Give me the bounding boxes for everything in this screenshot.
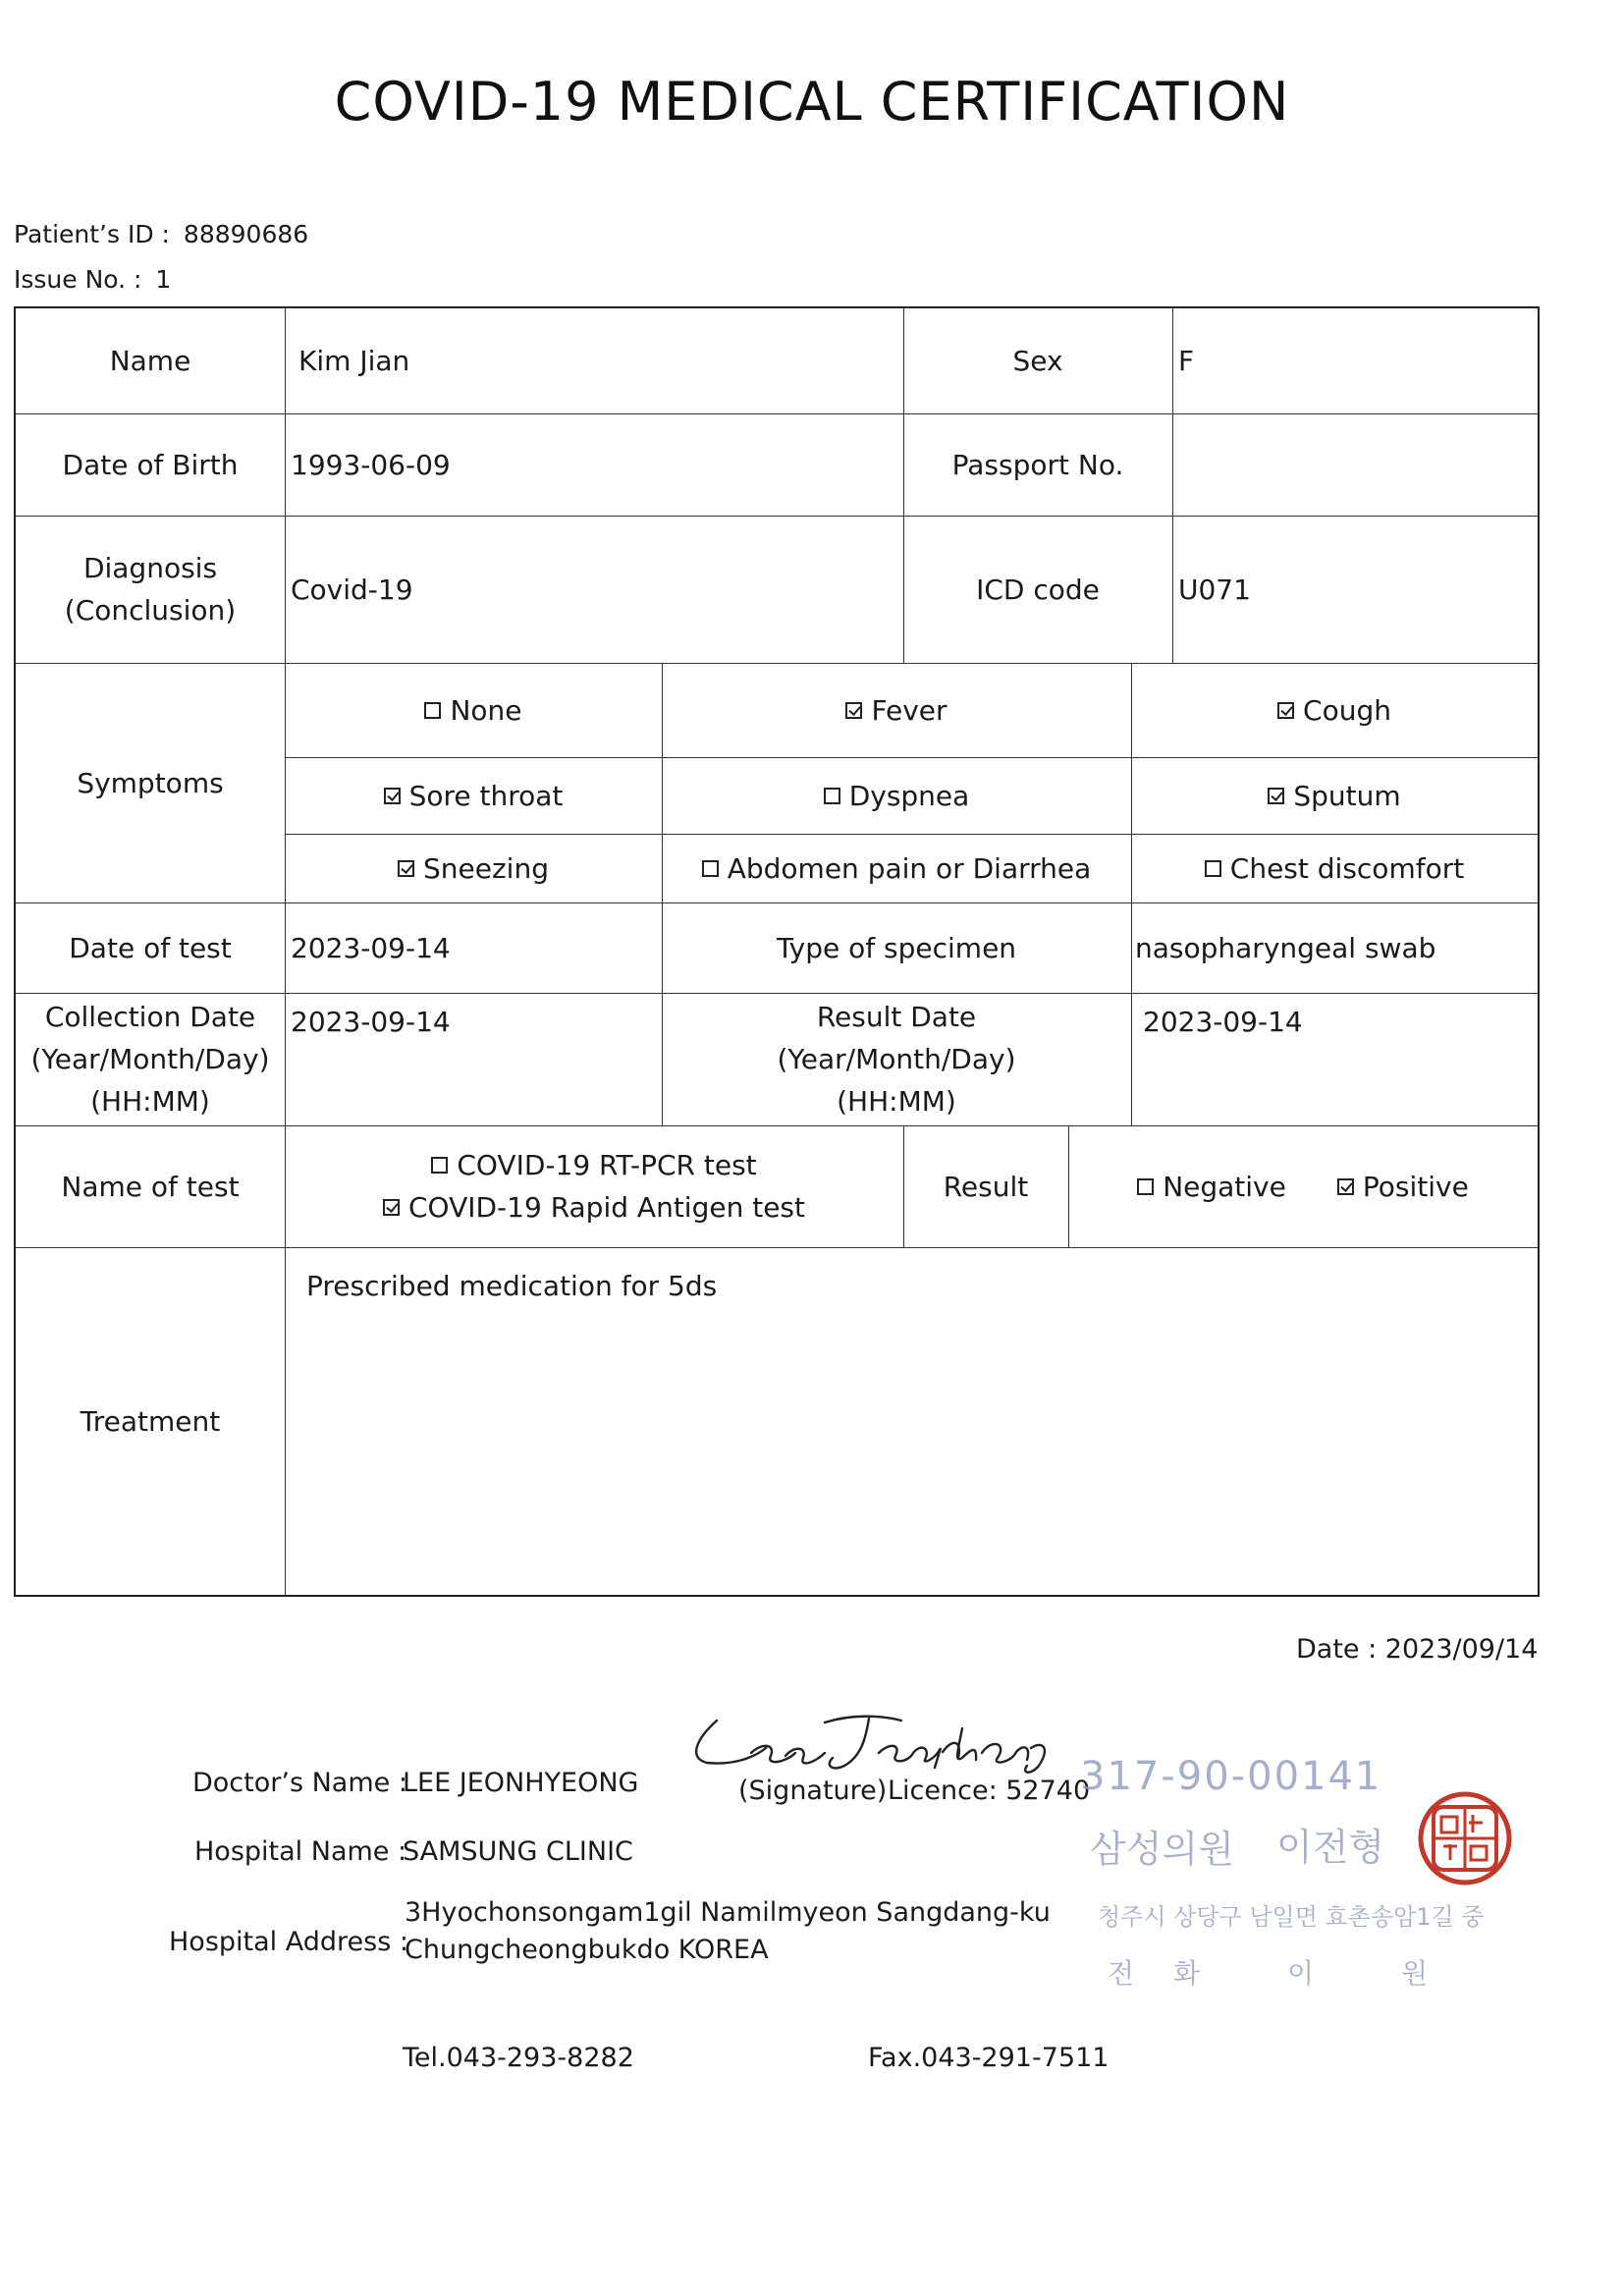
- issue-no-value: 1: [155, 265, 172, 294]
- specimen-value: nasopharyngeal swab: [1135, 931, 1436, 964]
- licence-number: Licence: 52740: [888, 1776, 1091, 1806]
- symptoms-label: Symptoms: [77, 766, 224, 799]
- issue-no-label: Issue No. :: [14, 265, 142, 294]
- checkbox-icon: [702, 860, 719, 877]
- diagnosis-label: [16, 516, 285, 663]
- symptom-label: Sputum: [1293, 779, 1401, 812]
- treatment-label: Treatment: [80, 1404, 221, 1438]
- symptom-dyspnea: [662, 757, 1131, 834]
- checkbox-icon: [424, 702, 441, 719]
- checked-box-icon: [1337, 1178, 1354, 1195]
- checked-box-icon: [1277, 702, 1294, 719]
- col-divider: [1172, 308, 1173, 663]
- checkbox-icon: [431, 1157, 448, 1174]
- hospital-address-label: Hospital Address :: [169, 1927, 408, 1957]
- collection-line1: Collection Date: [44, 1001, 256, 1033]
- sex-label: Sex: [1012, 345, 1063, 377]
- stamp-address: 청주시 상당구 남일면 효촌송암1길 중: [1098, 1903, 1485, 1931]
- hospital-name-label: Hospital Name :: [194, 1836, 407, 1867]
- symptom-fever: [662, 663, 1131, 757]
- checkbox-icon: [1205, 860, 1221, 877]
- stamp-clinic-name: 삼성의원: [1090, 1828, 1234, 1871]
- address-line1: 3Hyochonsongam1gil Namilmyeon Sangdang-ku: [405, 1897, 1051, 1928]
- col-divider: [285, 308, 286, 1595]
- seal-icon: [1414, 1787, 1516, 1889]
- test-options: [285, 1125, 903, 1247]
- result-date-line3: (HH:MM): [837, 1085, 956, 1118]
- sex-value: F: [1178, 345, 1195, 377]
- dob-value: 1993-06-09: [291, 448, 451, 481]
- treatment-value: Prescribed medication for 5ds: [306, 1270, 718, 1302]
- test-option-rt-pcr: [431, 1144, 756, 1186]
- doctor-name-value: LEE JEONHYEONG: [403, 1768, 639, 1798]
- icd-label: ICD code: [976, 573, 1100, 606]
- diagnosis-label-line2: (Conclusion): [64, 594, 237, 627]
- certificate-table: [14, 306, 1540, 1597]
- dob-label: Date of Birth: [62, 448, 239, 481]
- date-of-test-value: 2023-09-14: [291, 931, 451, 964]
- symptom-abdomen: [662, 834, 1131, 902]
- diagnosis-label-line1: Diagnosis: [82, 552, 218, 584]
- symptom-sore-throat: [285, 757, 662, 834]
- specimen-label: Type of specimen: [776, 931, 1017, 964]
- symptom-sneezing: [285, 834, 662, 902]
- stamp-director: 이전형: [1276, 1826, 1385, 1869]
- fax-number: Fax.043-291-7511: [868, 2043, 1110, 2073]
- symptom-label: Dyspnea: [848, 779, 970, 812]
- patient-id: [14, 220, 308, 248]
- name-label: Name: [109, 345, 191, 377]
- checked-box-icon: [845, 702, 862, 719]
- hospital-name-value: SAMSUNG CLINIC: [403, 1836, 633, 1867]
- symptom-label: Sore throat: [408, 779, 564, 812]
- symptom-cough: [1131, 663, 1538, 757]
- date-of-test-label: Date of test: [69, 931, 232, 964]
- signature-caption: (Signature): [738, 1776, 888, 1806]
- checkbox-icon: [1137, 1178, 1154, 1195]
- patient-id-value: 88890686: [183, 220, 309, 248]
- doctor-name-label: Doctor’s Name :: [192, 1768, 407, 1798]
- signature-image: [677, 1709, 1060, 1777]
- tel-number: Tel.043-293-8282: [403, 2043, 634, 2073]
- symptom-none: [285, 663, 662, 757]
- collection-date-value: 2023-09-14: [291, 1006, 451, 1038]
- symptom-label: Cough: [1303, 693, 1391, 727]
- name-of-test-label: Name of test: [61, 1170, 240, 1203]
- checked-box-icon: [1268, 788, 1284, 804]
- result-date-value: 2023-09-14: [1143, 1006, 1303, 1038]
- result-option-label: Positive: [1362, 1170, 1469, 1203]
- collection-line2: (Year/Month/Day): [30, 1043, 270, 1075]
- checked-box-icon: [398, 860, 414, 877]
- result-options: [1068, 1125, 1538, 1247]
- result-option-label: Negative: [1163, 1170, 1286, 1203]
- address-line2: Chungcheongbukdo KOREA: [405, 1935, 769, 1965]
- checked-box-icon: [383, 1199, 400, 1216]
- result-label: Result: [943, 1170, 1029, 1203]
- checked-box-icon: [384, 788, 401, 804]
- symptom-label: Abdomen pain or Diarrhea: [727, 851, 1092, 885]
- result-date-line2: (Year/Month/Day): [777, 1043, 1016, 1075]
- result-positive: [1337, 1166, 1469, 1208]
- collection-line3: (HH:MM): [90, 1085, 210, 1118]
- issue-no: [14, 265, 171, 294]
- result-date-line1: Result Date: [816, 1001, 977, 1033]
- page-title: COVID-19 MEDICAL CERTIFICATION: [334, 71, 1290, 133]
- patient-id-label: Patient’s ID :: [14, 220, 170, 248]
- checkbox-icon: [824, 788, 840, 804]
- passport-value: [1174, 413, 1538, 516]
- symptom-label: Sneezing: [423, 851, 549, 885]
- issue-date: Date : 2023/09/14: [1296, 1634, 1539, 1665]
- result-date-label: [662, 993, 1131, 1125]
- icd-value: U071: [1178, 573, 1251, 606]
- passport-label: Passport No.: [951, 448, 1124, 481]
- test-option-label: COVID-19 Rapid Antigen test: [407, 1191, 805, 1224]
- symptom-label: Chest discomfort: [1229, 851, 1465, 885]
- collection-date-label: [16, 993, 285, 1125]
- name-value: Kim Jian: [298, 345, 410, 377]
- diagnosis-value: Covid-19: [291, 573, 413, 606]
- test-option-rapid-antigen: [383, 1186, 805, 1229]
- test-option-label: COVID-19 RT-PCR test: [457, 1149, 757, 1181]
- result-negative: [1137, 1166, 1286, 1208]
- symptom-sputum: [1131, 757, 1538, 834]
- symptom-chest: [1131, 834, 1538, 902]
- symptom-label: None: [450, 693, 522, 727]
- symptom-label: Fever: [871, 693, 947, 727]
- stamp-registration: 317-90-00141: [1080, 1754, 1382, 1799]
- stamp-phone: 전화 이 원: [1108, 1957, 1467, 1990]
